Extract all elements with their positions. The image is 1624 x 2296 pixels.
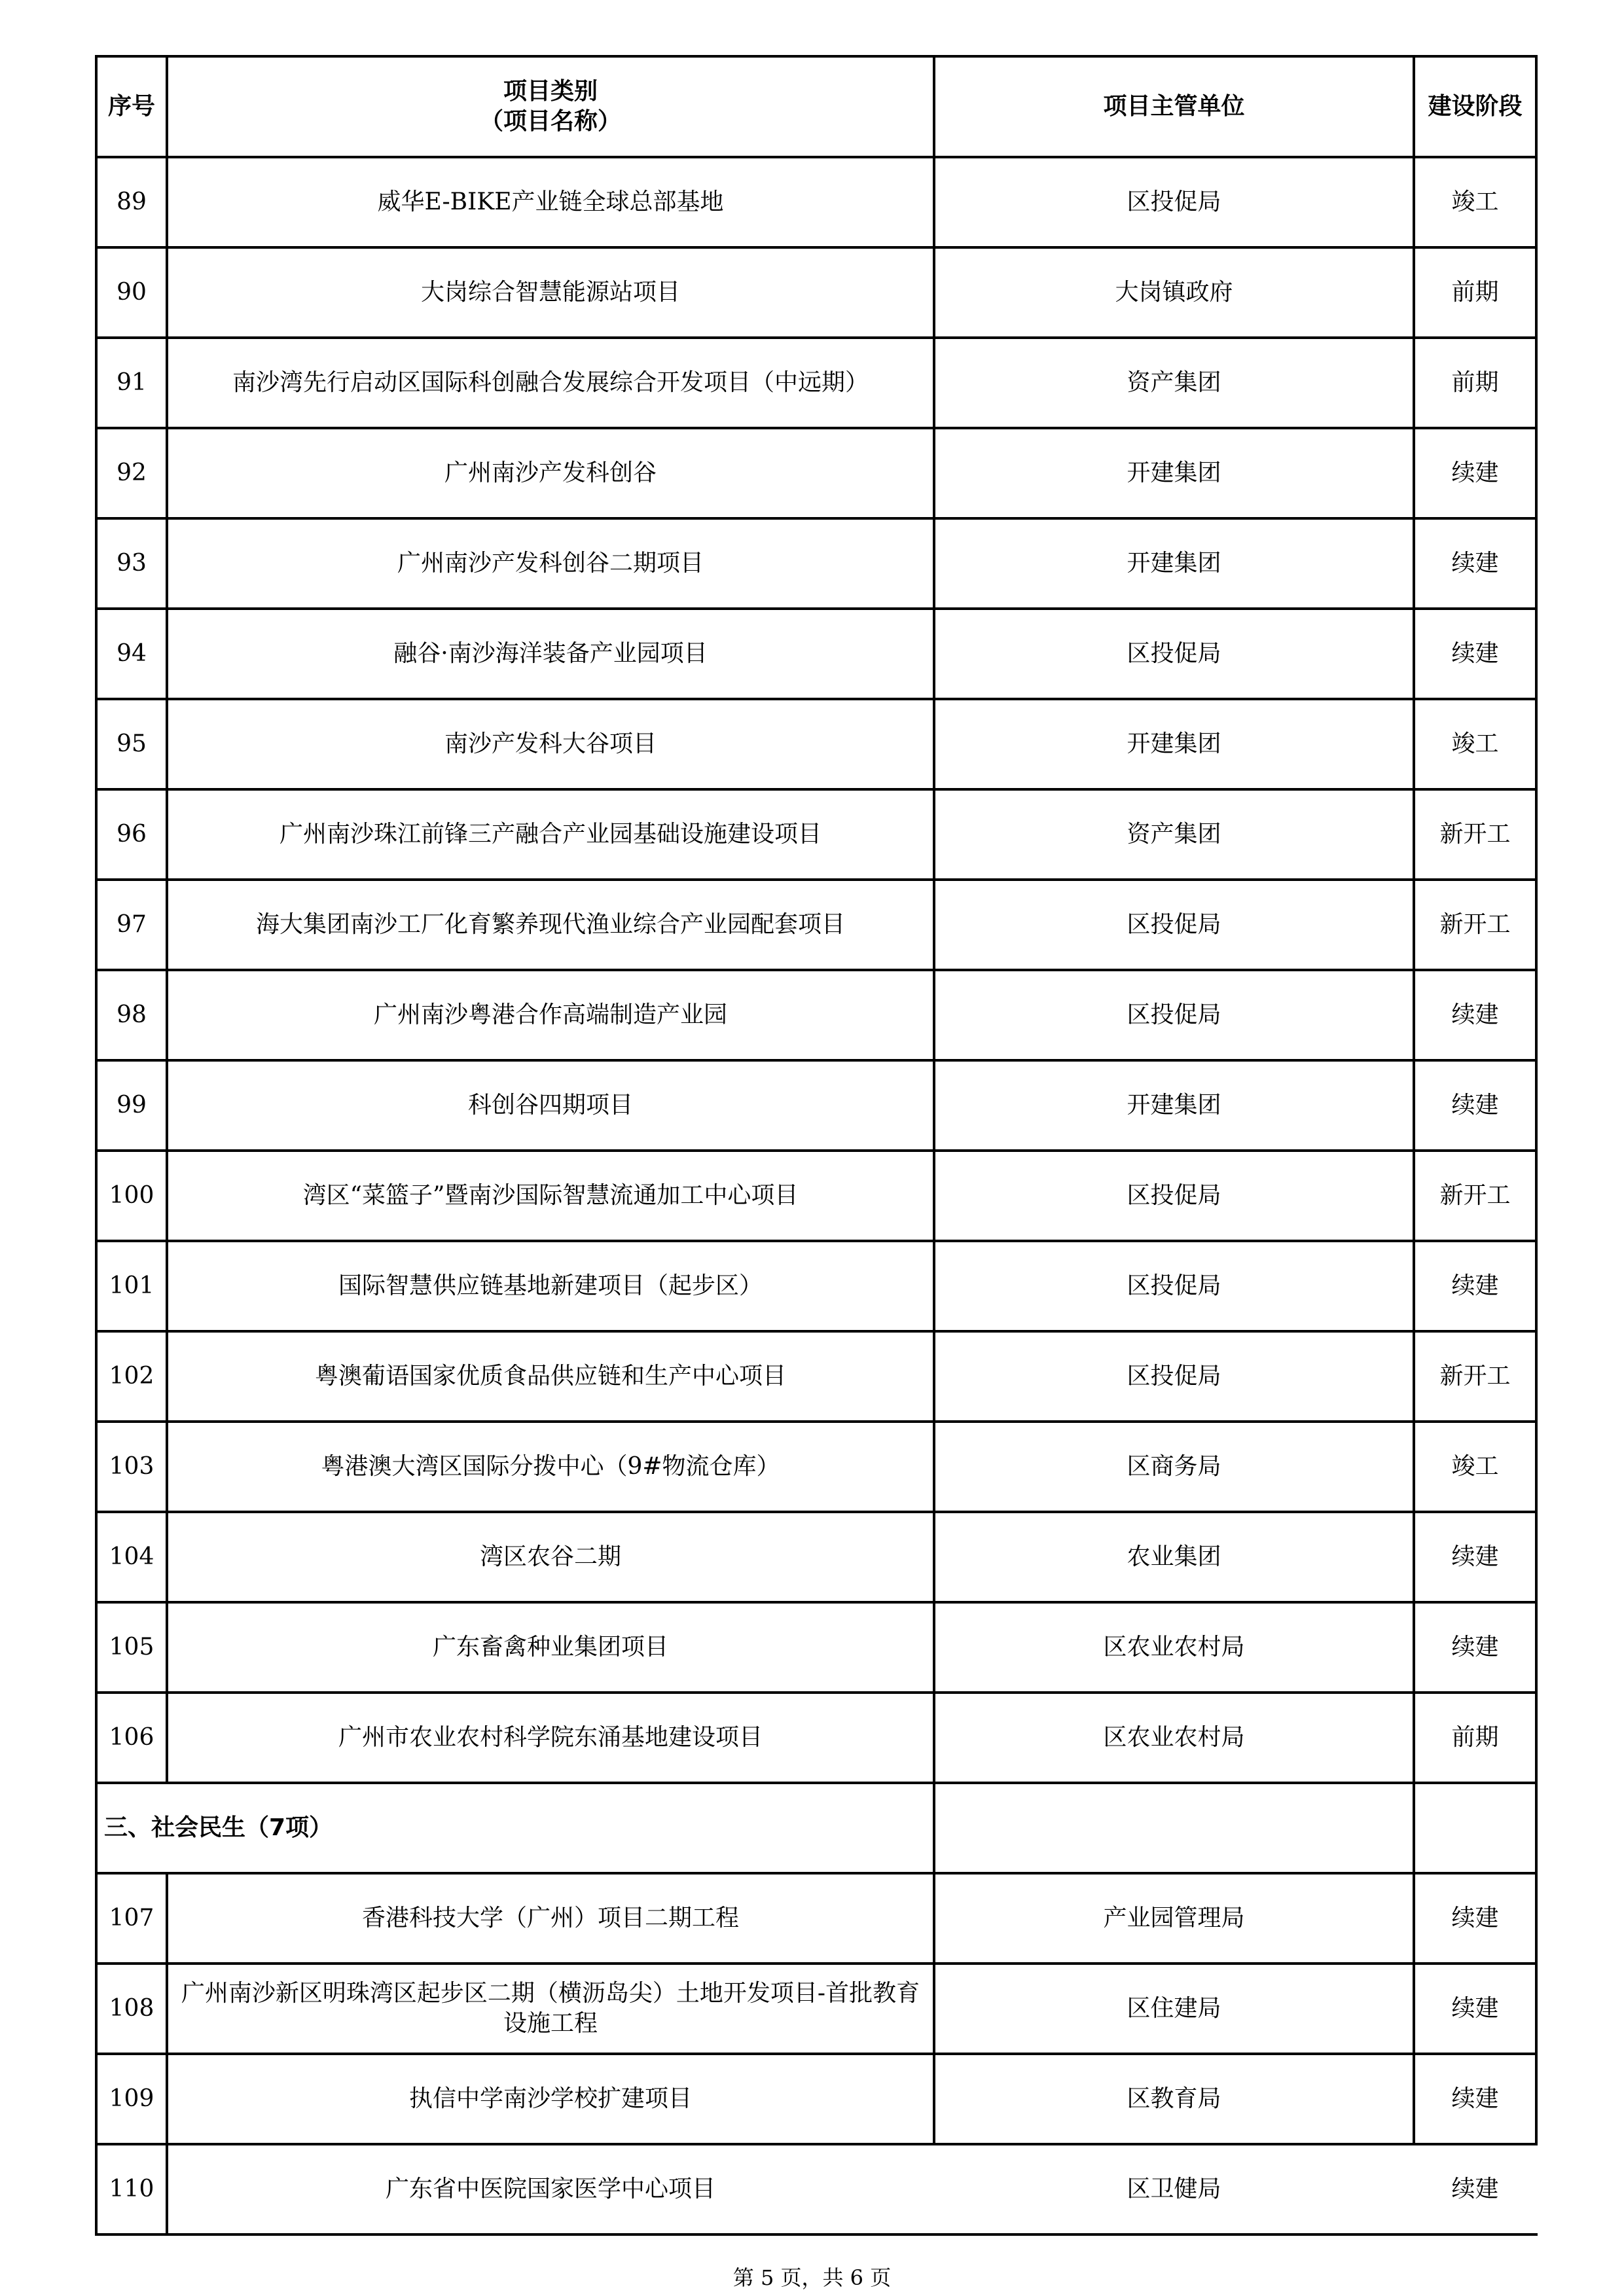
cell-unit: 开建集团 [934,1060,1414,1151]
cell-name: 科创谷四期项目 [167,1060,934,1151]
cell-unit: 区投促局 [934,880,1414,970]
cell-stage: 竣工 [1414,1422,1536,1512]
cell-name: 香港科技大学（广州）项目二期工程 [167,1873,934,1964]
cell-name: 广州南沙新区明珠湾区起步区二期（横沥岛尖）土地开发项目-首批教育设施工程 [167,1964,934,2054]
cell-no: 99 [96,1060,167,1151]
cell-no: 107 [96,1873,167,1964]
cell-name: 湾区“菜篮子”暨南沙国际智慧流通加工中心项目 [167,1151,934,1241]
cell-unit: 开建集团 [934,428,1414,518]
table-row [96,428,1536,518]
cell-name: 广东省中医院国家医学中心项目 [167,2144,934,2234]
cell-no: 98 [96,970,167,1060]
cell-no: 96 [96,789,167,880]
cell-no: 106 [96,1693,167,1783]
cell-name: 威华E-BIKE产业链全球总部基地 [167,157,934,247]
table-row [96,609,1536,699]
cell-unit: 区商务局 [934,1422,1414,1512]
cell-unit: 区住建局 [934,1964,1414,2054]
cell-name: 广州南沙珠江前锋三产融合产业园基础设施建设项目 [167,789,934,880]
cell-unit: 区教育局 [934,2054,1414,2144]
cell-unit: 区投促局 [934,1331,1414,1422]
table-row [96,2144,1536,2234]
table-row [96,157,1536,247]
cell-name: 执信中学南沙学校扩建项目 [167,2054,934,2144]
table-row [96,880,1536,970]
cell-name: 广东畜禽种业集团项目 [167,1602,934,1693]
cell-name: 国际智慧供应链基地新建项目（起步区） [167,1241,934,1331]
cell-unit: 农业集团 [934,1512,1414,1602]
cell-stage: 续建 [1414,970,1536,1060]
cell-no: 100 [96,1151,167,1241]
header-category [167,56,934,157]
cell-unit: 区投促局 [934,970,1414,1060]
table-row [96,518,1536,609]
header-no: 序号 [96,56,167,157]
table-row [96,2054,1536,2144]
project-table [95,55,1538,2236]
cell-stage: 前期 [1414,1693,1536,1783]
cell-stage: 续建 [1414,1241,1536,1331]
cell-no: 110 [96,2144,167,2234]
cell-stage: 续建 [1414,1060,1536,1151]
cell-unit: 产业园管理局 [934,1873,1414,1964]
table-row [96,970,1536,1060]
table-header-row [96,56,1536,157]
table-row [96,1602,1536,1693]
cell-stage: 续建 [1414,1512,1536,1602]
cell-name: 南沙产发科大谷项目 [167,699,934,789]
page-footer: 第 5 页，共 6 页 [732,2265,892,2290]
cell-unit: 区农业农村局 [934,1602,1414,1693]
cell-no: 104 [96,1512,167,1602]
cell-stage: 前期 [1414,338,1536,428]
cell-stage: 竣工 [1414,157,1536,247]
cell-name: 广州市农业农村科学院东涌基地建设项目 [167,1693,934,1783]
cell-no: 101 [96,1241,167,1331]
table-row [96,1422,1536,1512]
cell-unit: 区投促局 [934,1151,1414,1241]
cell-name: 粤港澳大湾区国际分拨中心（9#物流仓库） [167,1422,934,1512]
table-row [96,338,1536,428]
cell-unit: 区投促局 [934,157,1414,247]
cell-name: 粤澳葡语国家优质食品供应链和生产中心项目 [167,1331,934,1422]
cell-name: 广州南沙产发科创谷 [167,428,934,518]
cell-stage: 新开工 [1414,1151,1536,1241]
cell-name: 海大集团南沙工厂化育繁养现代渔业综合产业园配套项目 [167,880,934,970]
cell-unit: 区投促局 [934,1241,1414,1331]
cell-stage: 续建 [1414,2144,1536,2234]
header-unit: 项目主管单位 [934,56,1414,157]
table-row [96,247,1536,338]
cell-stage: 新开工 [1414,789,1536,880]
table-row [96,1512,1536,1602]
cell-unit: 资产集团 [934,338,1414,428]
cell-no: 89 [96,157,167,247]
cell-no: 109 [96,2054,167,2144]
cell-no: 91 [96,338,167,428]
cell-no: 108 [96,1964,167,2054]
cell-no: 102 [96,1331,167,1422]
table-row [96,1873,1536,1964]
section-row [96,1783,1536,1873]
cell-stage: 续建 [1414,609,1536,699]
cell-stage: 续建 [1414,1602,1536,1693]
cell-no: 90 [96,247,167,338]
cell-no: 97 [96,880,167,970]
cell-unit: 区农业农村局 [934,1693,1414,1783]
cell-stage: 续建 [1414,1964,1536,2054]
cell-stage: 前期 [1414,247,1536,338]
cell-no: 92 [96,428,167,518]
cell-name: 南沙湾先行启动区国际科创融合发展综合开发项目（中远期） [167,338,934,428]
cell-unit: 开建集团 [934,518,1414,609]
table-row [96,789,1536,880]
table-row [96,1331,1536,1422]
table-row [96,1693,1536,1783]
cell-stage: 续建 [1414,1873,1536,1964]
cell-name: 广州南沙产发科创谷二期项目 [167,518,934,609]
section-empty-unit [934,1783,1414,1873]
header-category-line1: 项目类别 [503,78,598,105]
cell-name: 广州南沙粤港合作高端制造产业园 [167,970,934,1060]
cell-stage: 续建 [1414,428,1536,518]
cell-no: 95 [96,699,167,789]
cell-unit: 开建集团 [934,699,1414,789]
cell-unit: 区卫健局 [934,2144,1414,2234]
cell-unit: 资产集团 [934,789,1414,880]
table-row [96,1964,1536,2054]
cell-no: 103 [96,1422,167,1512]
cell-no: 93 [96,518,167,609]
section-empty-stage [1414,1783,1536,1873]
cell-stage: 竣工 [1414,699,1536,789]
section-title: 三、社会民生（7项） [96,1783,934,1873]
cell-no: 105 [96,1602,167,1693]
cell-name: 大岗综合智慧能源站项目 [167,247,934,338]
cell-unit: 大岗镇政府 [934,247,1414,338]
table-row [96,1241,1536,1331]
table-row [96,1151,1536,1241]
cell-stage: 续建 [1414,518,1536,609]
cell-name: 融谷·南沙海洋装备产业园项目 [167,609,934,699]
cell-stage: 新开工 [1414,1331,1536,1422]
cell-no: 94 [96,609,167,699]
header-category-line2: （项目名称） [479,108,621,135]
cell-unit: 区投促局 [934,609,1414,699]
cell-name: 湾区农谷二期 [167,1512,934,1602]
cell-stage: 续建 [1414,2054,1536,2144]
table-row [96,699,1536,789]
table-row [96,1060,1536,1151]
header-stage: 建设阶段 [1414,56,1536,157]
cell-stage: 新开工 [1414,880,1536,970]
